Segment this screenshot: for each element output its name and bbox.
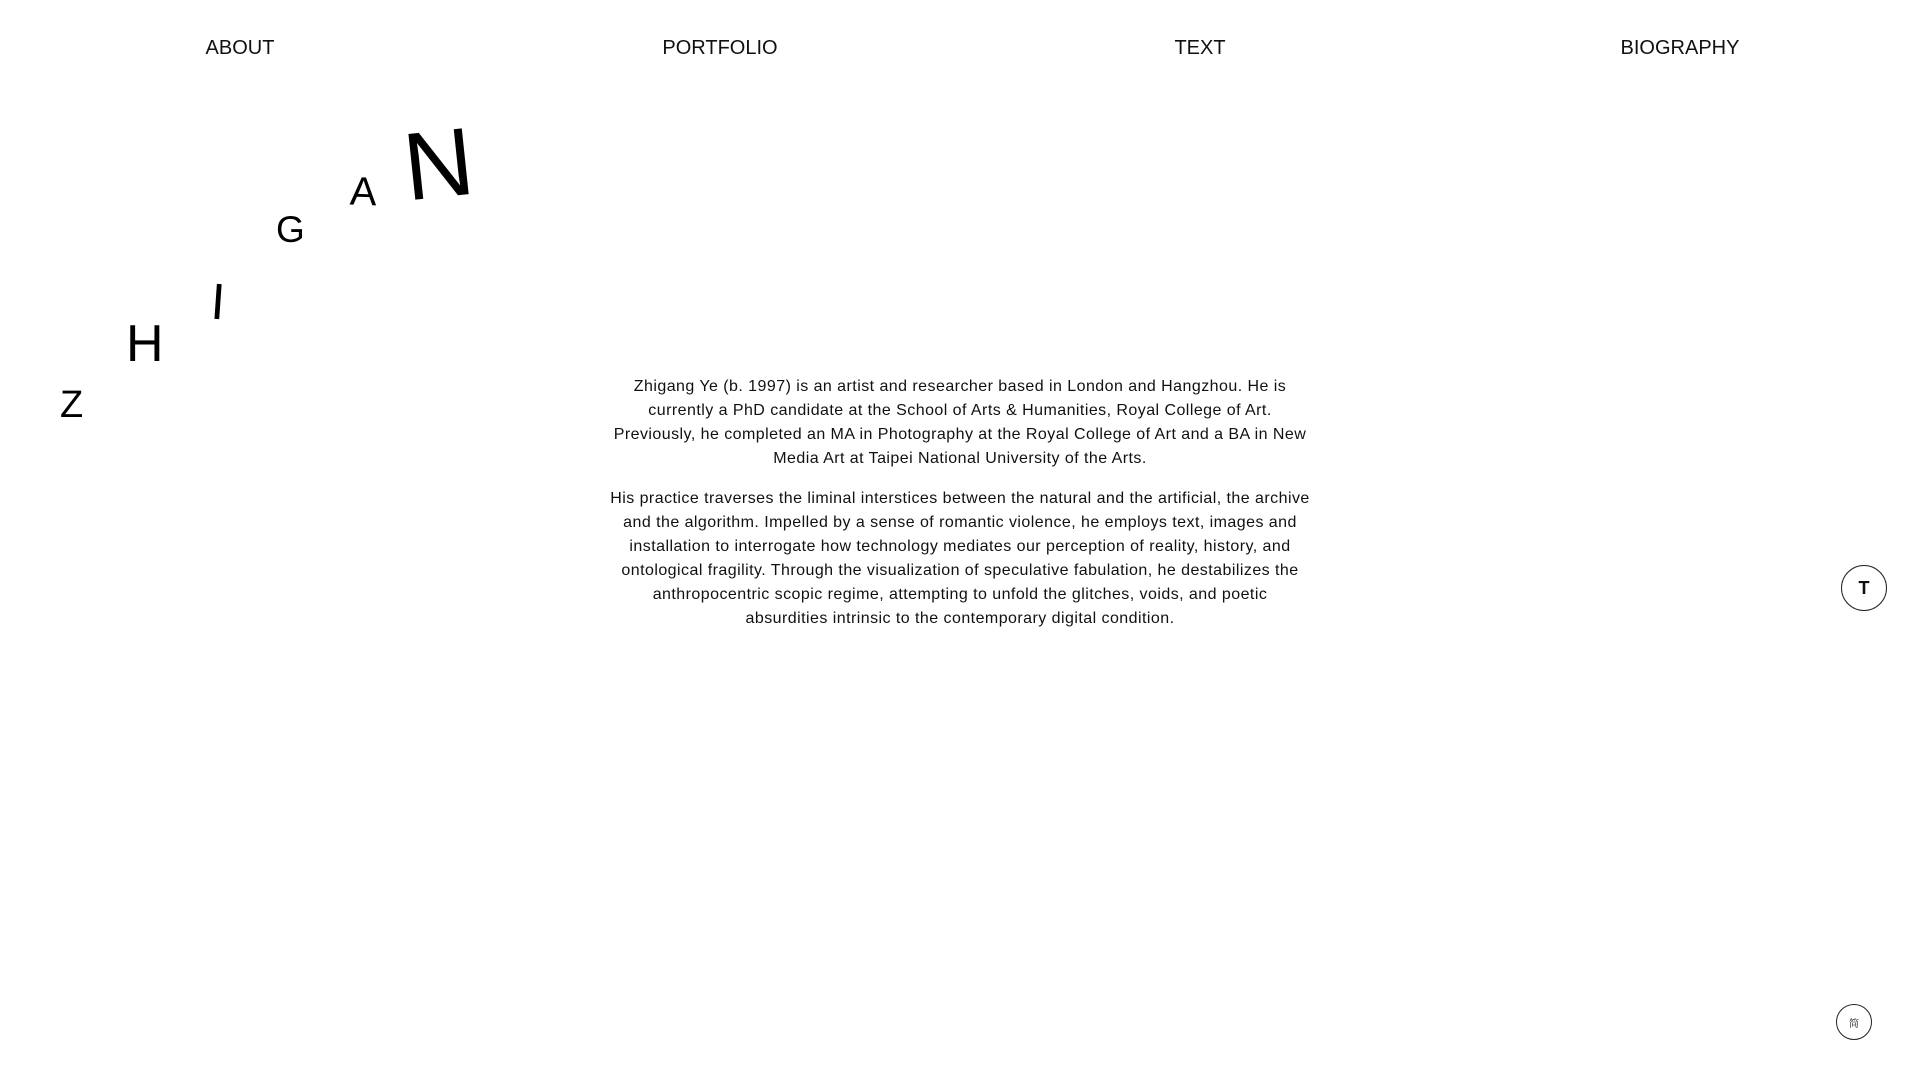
name-letter-h: H (126, 315, 164, 373)
name-letter-n: N (398, 107, 479, 222)
language-toggle-button[interactable] (1836, 1004, 1872, 1040)
name-letter-i: I (209, 272, 228, 331)
bio-paragraph-2: His practice traverses the liminal interstices between the natural and the artificial, the archive and the algorithm. Impelled by a sense of romantic violence, he employs text, images and installation to interrogate how technology mediates our perception of reality, history, and ontological fragility. Through the visualization of speculative fabulation, he destabilizes the anthropocentric scopic regime, attempting to unfold the glitches, voids, and poetic absurdities intrinsic to the contemporary digital condition. (610, 490, 1310, 627)
text-size-icon: T (1858, 577, 1870, 598)
nav-item-biography (1440, 0, 1920, 96)
nav-item-text (960, 0, 1440, 96)
bio-section (610, 375, 1310, 647)
nav-link-portfolio[interactable]: PORTFOLIO (662, 37, 778, 59)
name-letter-z: Z (60, 384, 84, 426)
nav-link-biography[interactable]: BIOGRAPHY (1620, 37, 1740, 59)
name-letter-g: G (276, 209, 305, 250)
nav-item-portfolio (480, 0, 960, 96)
language-icon: 简 (1849, 1018, 1859, 1030)
bio-paragraph-1: Zhigang Ye (b. 1997) is an artist and researcher based in London and Hangzhou. He is currently a PhD candidate at the School of Arts & Humanities, Royal College of Art. Previously, he completed an MA in Photography at the Royal College of Art and a BA in New Media Art at Taipei National University of the Arts. (613, 378, 1307, 467)
text-toggle-button[interactable] (1841, 565, 1887, 611)
top-navigation (0, 0, 1920, 96)
name-letter-a: A (349, 169, 378, 215)
nav-item-about (0, 0, 480, 96)
nav-link-about[interactable]: ABOUT (205, 37, 275, 59)
nav-link-text[interactable]: TEXT (1174, 37, 1226, 59)
